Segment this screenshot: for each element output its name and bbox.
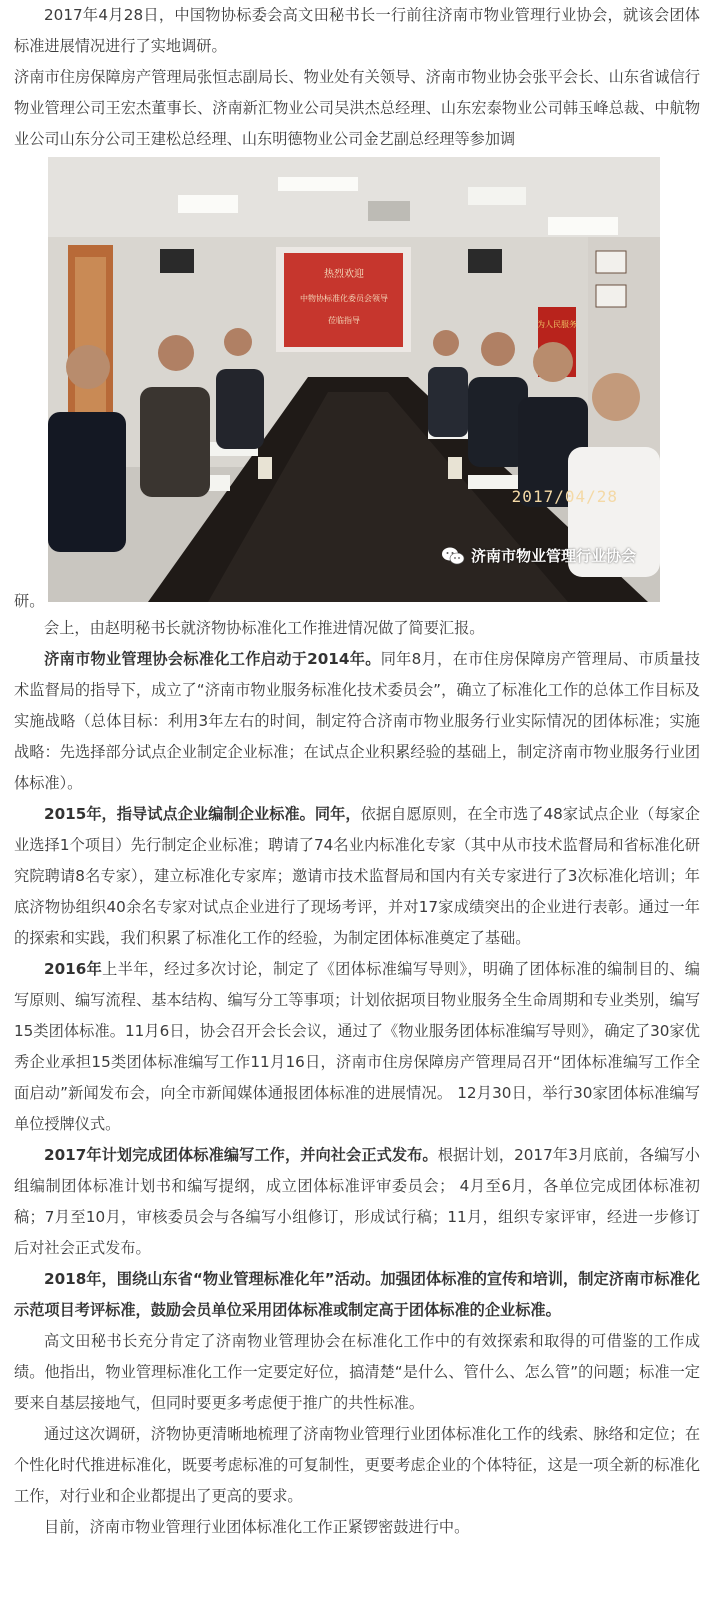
paragraph-1: 2017年4月28日，中国物协标委会高文田秘书长一行前往济南市物业管理行业协会，就该会团体标准进展情况进行了实地调研。: [14, 6, 700, 55]
paragraph-7-body: 根据计划，2017年3月底前，各编写小组编制团体标准计划书和编写提纲，成立团体标准评审委员会； 4月至6月，各单位完成团体标准初稿；7月至10月，审核委员会与各编写小组修订，形成试行稿；11月，组织专家评审，经进一步修订后对社会正式发布。: [14, 1146, 700, 1257]
paragraph-2-tail: 研。: [14, 592, 45, 610]
paragraph-9: 高文田秘书长充分肯定了济南物业管理协会在标准化工作中的有效探索和取得的可借鉴的工作成绩。他指出，物业管理标准化工作一定要定好位，搞清楚“是什么、管什么、怎么管”的问题；标准一定要来自基层接地气，但同时要更多考虑便于推广的共性标准。: [14, 1332, 700, 1412]
article-body: [14, 0, 700, 1543]
paragraph-10: 通过这次调研，济物协更清晰地梳理了济南物业管理行业团体标准化工作的线索、脉络和定位；在个性化时代推进标准化，既要考虑标准的可复制性，更要考虑企业的个体特征，这是一项全新的标准化工作，对行业和企业都提出了更高的要求。: [14, 1425, 700, 1505]
paragraph-6-lead: 2016年: [44, 960, 103, 978]
paragraph-5-body: 依据自愿原则，在全市选了48家试点企业（每家企业选择1个项目）先行制定企业标准；聘请了74名业内标准化专家（其中从市技术监督局和省标准化研究院聘请8名专家），建立标准化专家库；邀请市技术监督局和国内有关专家进行了3次标准化培训；年底济物协组织40余名专家对试点企业进行了现场考评，并对17家成绩突出的企业进行表彰。通过一年的探索和实践，我们积累了标准化工作的经验，为制定团体标准奠定了基础。: [14, 805, 700, 947]
paragraph-3: 会上，由赵明秘书长就济物协标准化工作推进情况做了简要汇报。: [44, 619, 485, 637]
paragraph-11: 目前，济南市物业管理行业团体标准化工作正紧锣密鼓进行中。: [44, 1518, 470, 1536]
screen-line-1: 热烈欢迎: [324, 269, 364, 280]
paragraph-2: 济南市住房保障房产管理局张恒志副局长、物业处有关领导、济南市物业协会张平会长、山东省诚信行物业管理公司王宏杰董事长、济南新汇物业公司吴洪杰总经理、山东宏泰物业公司韩玉峰总裁、中航物业公司山东分公司王建松总经理、山东明德物业公司金艺副总经理等参加调: [14, 68, 700, 148]
meeting-photo: [48, 157, 660, 602]
paragraph-4-lead: 济南市物业管理协会标准化工作启动于2014年。: [44, 650, 381, 668]
date-stamp: 2017/04/28: [511, 487, 618, 506]
paragraph-5: [14, 799, 700, 954]
paragraph-4-body: 同年8月，在市住房保障房产管理局、市质量技术监督局的指导下，成立了“济南市物业服务标准化技术委员会”，确立了标准化工作的总体工作目标及实施战略（总体目标：利用3年左右的时间，制定符合济南市物业服务行业实际情况的团体标准；实施战略：先选择部分试点企业制定企业标准；在试点企业积累经验的基础上，制定济南市物业服务行业团体标准）。: [14, 650, 700, 792]
pennant-text: 为人民服务: [537, 320, 577, 329]
watermark: [441, 545, 636, 566]
screen-line-2: 中物协标准化委员会领导: [300, 294, 388, 303]
paragraph-7: [14, 1140, 700, 1264]
wechat-icon: [441, 546, 465, 566]
paragraph-5-lead: 2015年，指导试点企业编制企业标准。同年，: [44, 805, 361, 823]
paragraph-6-body: 上半年，经过多次讨论，制定了《团体标准编写导则》，明确了团体标准的编制目的、编写原则、编写流程、基本结构、编写分工等事项；计划依据项目物业服务全生命周期和专业类别，编写15类团体标准。11月6日，协会召开会长会议，通过了《物业服务团体标准编写导则》，确定了30家优秀企业承担15类团体标准编写工作11月16日，济南市住房保障房产管理局召开“团体标准编写工作全面启动”新闻发布会，向全市新闻媒体通报团体标准的进展情况。 12月30日，举行30家团体标准编写单位授牌仪式。: [14, 960, 700, 1133]
paragraph-7-lead: 2017年计划完成团体标准编写工作，并向社会正式发布。: [44, 1146, 438, 1164]
watermark-text: 济南市物业管理行业协会: [470, 547, 636, 565]
paragraph-6: [14, 954, 700, 1140]
paragraph-4: [14, 644, 700, 799]
paragraph-8: 2018年，围绕山东省“物业管理标准化年”活动。加强团体标准的宣传和培训，制定济南市标准化示范项目考评标准，鼓励会员单位采用团体标准或制定高于团体标准的企业标准。: [14, 1270, 700, 1319]
screen-line-3: 莅临指导: [328, 316, 360, 325]
photo-row: [14, 157, 700, 613]
